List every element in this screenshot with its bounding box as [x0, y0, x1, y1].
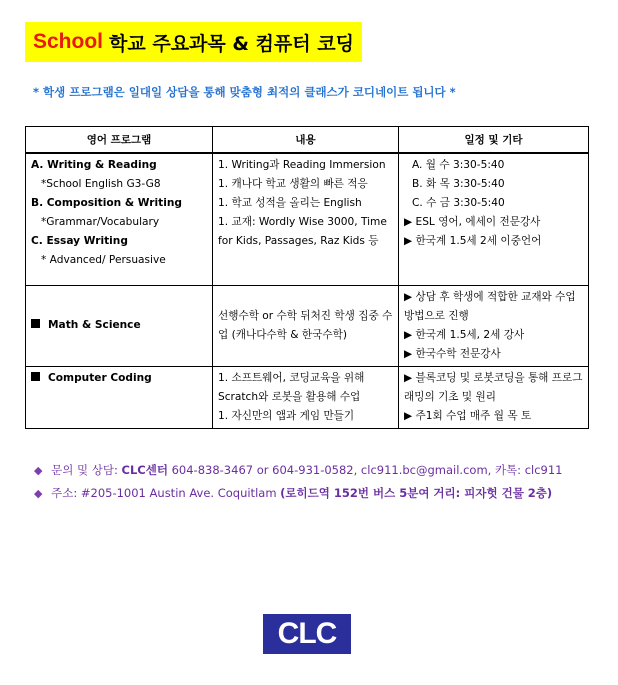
program-line: C. Essay Writing	[31, 235, 128, 247]
content-line: 선행수학 or 수학 뒤처진 학생 집중 수업 (캐나다수학 & 한국수학)	[218, 309, 393, 341]
program-line: *Grammar/Vocabulary	[41, 216, 160, 228]
page-title	[25, 22, 362, 62]
table-row	[26, 366, 589, 428]
content-cell	[213, 285, 399, 366]
clc-logo: CLC	[263, 614, 351, 654]
content-line: 1. 교재: Wordly Wise 3000, Time for Kids, Passages, Raz Kids 등	[218, 216, 387, 247]
program-cell	[26, 285, 213, 366]
table-row	[26, 153, 589, 285]
subtitle-notice: * 학생 프로그램은 일대일 상담을 통해 맞춤형 최적의 클래스가 코디네이트 됩니다 *	[33, 85, 456, 99]
content-line: 1. 자신만의 앱과 게임 만들기	[218, 409, 355, 422]
program-line: Math & Science	[48, 319, 141, 331]
schedule-line: ▶ 주1회 수업 매주 월 목 토	[404, 409, 532, 422]
address-text: #205-1001 Austin Ave. Coquitlam	[80, 486, 277, 500]
program-cell	[26, 153, 213, 285]
content-cell	[213, 366, 399, 428]
program-line: *School English G3-G8	[41, 178, 161, 190]
program-line: B. Composition & Writing	[31, 197, 182, 209]
schedule-line: B. 화 목 3:30-5:40	[412, 178, 505, 190]
inquiry-details[interactable]: 604-838-3467 or 604-931-0582, clc911.bc@gmail.com, 카톡: clc911	[171, 463, 563, 477]
program-line: Computer Coding	[48, 371, 152, 384]
header-program: 영어 프로그램	[26, 127, 213, 154]
schedule-cell	[399, 153, 589, 285]
table-header-row	[26, 127, 589, 154]
program-table	[25, 126, 589, 429]
schedule-cell	[399, 285, 589, 366]
schedule-line: C. 수 금 3:30-5:40	[412, 197, 505, 209]
program-line: * Advanced/ Persuasive	[41, 254, 166, 266]
diamond-bullet-icon: ◆	[34, 487, 43, 500]
schedule-line: A. 월 수 3:30-5:40	[412, 159, 505, 171]
square-bullet-icon	[31, 319, 40, 328]
schedule-line: ▶ 한국수학 전문강사	[404, 347, 501, 360]
title-korean: 학교 주요과목 & 컴퓨터 코딩	[109, 32, 354, 55]
content-line: 1. 캐나다 학교 생활의 빠른 적응	[218, 178, 368, 190]
title-school: School	[33, 30, 104, 53]
inquiry-center: CLC센터	[121, 463, 168, 477]
contact-inquiry	[34, 462, 563, 478]
content-line: 1. 소프트웨어, 코딩교육을 위해 Scratch와 로봇을 활용해 수업	[218, 371, 365, 403]
schedule-line: ▶ 한국계 1.5세 2세 이중언어	[404, 235, 542, 247]
square-bullet-icon	[31, 372, 40, 381]
schedule-cell	[399, 366, 589, 428]
address-label: 주소:	[51, 486, 78, 500]
table-row	[26, 285, 589, 366]
header-schedule: 일정 및 기타	[399, 127, 589, 154]
content-line: 1. Writing과 Reading Immersion	[218, 159, 386, 171]
schedule-line: ▶ 블록코딩 및 로봇코딩을 통해 프로그래밍의 기초 및 원리	[404, 371, 583, 403]
program-line: A. Writing & Reading	[31, 159, 157, 171]
contact-address	[34, 485, 552, 501]
schedule-line: ▶ 상담 후 학생에 적합한 교재와 수업 방법으로 진행	[404, 290, 576, 322]
inquiry-label: 문의 및 상담:	[51, 463, 118, 477]
content-line: 1. 학교 성적을 올리는 English	[218, 197, 362, 209]
address-note: (로히드역 152번 버스 5분여 거리: 피자헛 건물 2층)	[280, 486, 553, 500]
schedule-line: ▶ 한국계 1.5세, 2세 강사	[404, 328, 525, 341]
content-cell	[213, 153, 399, 285]
schedule-line: ▶ ESL 영어, 에세이 전문강사	[404, 216, 541, 228]
program-cell	[26, 366, 213, 428]
diamond-bullet-icon: ◆	[34, 464, 43, 477]
header-content: 내용	[213, 127, 399, 154]
